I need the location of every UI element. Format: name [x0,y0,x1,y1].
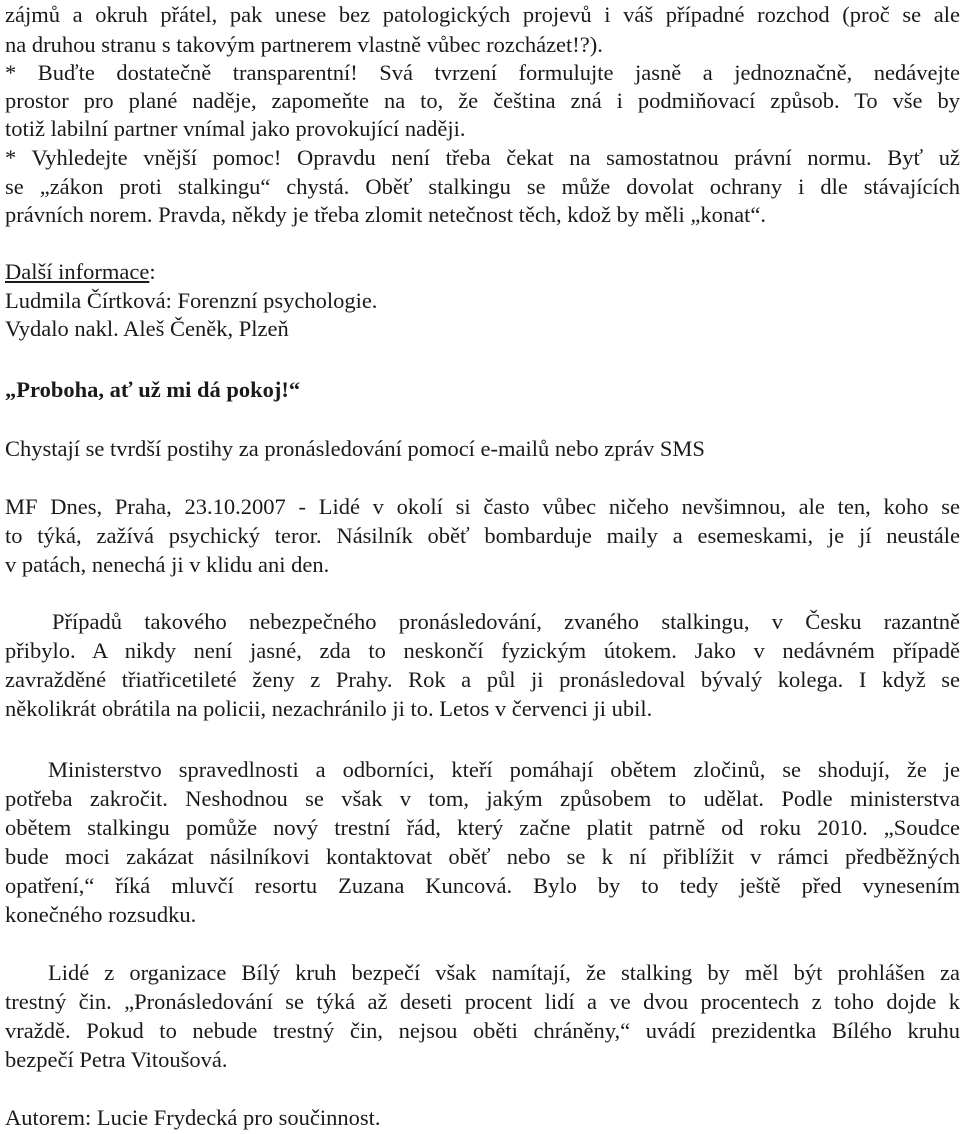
text-line: opatření,“ říká mluvčí resortu Zuzana Kuncová. Bylo by to tedy ještě před vynesením [5,873,960,898]
text-line: Případů takového nebezpečného pronásledování, zvaného stalkingu, v Česku razantně [52,609,960,634]
text-line: to týká, zažívá psychický teror. Násilník oběť bombarduje maily a esemeskami, je jí neustále [5,523,960,548]
text-line: prostor pro plané naděje, zapomeňte na to, že čeština zná i podmiňovací způsob. To vše by [5,88,960,113]
info-heading-colon: : [149,259,156,284]
text-line: na druhou stranu s takovým partnerem vlastně vůbec rozcházet!?). [5,32,603,57]
text-line: bude moci zakázat násilníkovi kontaktovat oběť nebo se k ní přiblížit v rámci předběžných [5,844,960,869]
text-line: zavražděné třiatřicetileté ženy z Prahy. Rok a půl ji pronásledoval bývalý kolega. I když se [5,667,960,692]
article-title: „Proboha, ať už mi dá pokoj!“ [5,377,301,402]
info-heading [5,257,960,287]
info-publisher: Vydalo nakl. Aleš Čeněk, Plzeň [5,316,289,341]
text-line: MF Dnes, Praha, 23.10.2007 - Lidé v okolí si často vůbec ničeho nevšimnou, ale ten, koho se [5,494,960,519]
text-line: konečného rozsudku. [5,902,197,927]
text-line: v patách, nenechá ji v klidu ani den. [5,552,330,577]
text-line: potřeba zakročit. Neshodnou se však v tom, jakým způsobem to udělat. Podle ministerstva [5,786,960,811]
text-line: obětem stalkingu pomůže nový trestní řád, který začne platit patrně od roku 2010. „Soudce [5,815,960,840]
text-line: bezpečí Petra Vitoušová. [5,1047,228,1072]
text-line: * Vyhledejte vnější pomoc! Opravdu není třeba čekat na samostatnou právní normu. Byť už [5,145,960,170]
info-heading-link[interactable]: Další informace [5,259,150,284]
article-subtitle: Chystají se tvrdší postihy za pronásledování pomocí e-mailů nebo zpráv SMS [5,436,705,461]
text-line: Ministerstvo spravedlnosti a odborníci, kteří pomáhají obětem zločinů, se shodují, že je [48,757,960,782]
text-line: trestný čin. „Pronásledování se týká až deseti procent lidí a ve dvou procentech z toho dojde k [5,989,960,1014]
text-line: * Buďte dostatečně transparentní! Svá tvrzení formulujte jasně a jednoznačně, nedávejte [5,60,960,85]
text-line: vraždě. Pokud to nebude trestný čin, nejsou oběti chráněny,“ uvádí prezidentka Bílého kruhu [5,1018,960,1043]
text-line: přibylo. A nikdy není jasné, zda to neskončí fyzickým útokem. Jako v nedávném případě [5,638,960,663]
text-line: několikrát obrátila na policii, nezachránilo ji to. Letos v červenci ji ubil. [5,696,653,721]
text-line: zájmů a okruh přátel, pak unese bez patologických projevů i váš případné rozchod (proč se ale [5,2,960,27]
info-book: Ludmila Čírtková: Forenzní psychologie. [5,288,378,313]
text-line: právních norem. Pravda, někdy je třeba zlomit netečnost těch, kdož by měli „konat“. [5,202,766,227]
text-line: totiž labilní partner vnímal jako provokující naději. [5,116,466,141]
text-line: se „zákon proti stalkingu“ chystá. Oběť stalkingu se může dovolat ochrany i dle stávajících [5,174,960,199]
text-line: Lidé z organizace Bílý kruh bezpečí však namítají, že stalking by měl být prohlášen za [48,960,960,985]
article-author: Autorem: Lucie Frydecká pro součinnost. [5,1105,381,1130]
